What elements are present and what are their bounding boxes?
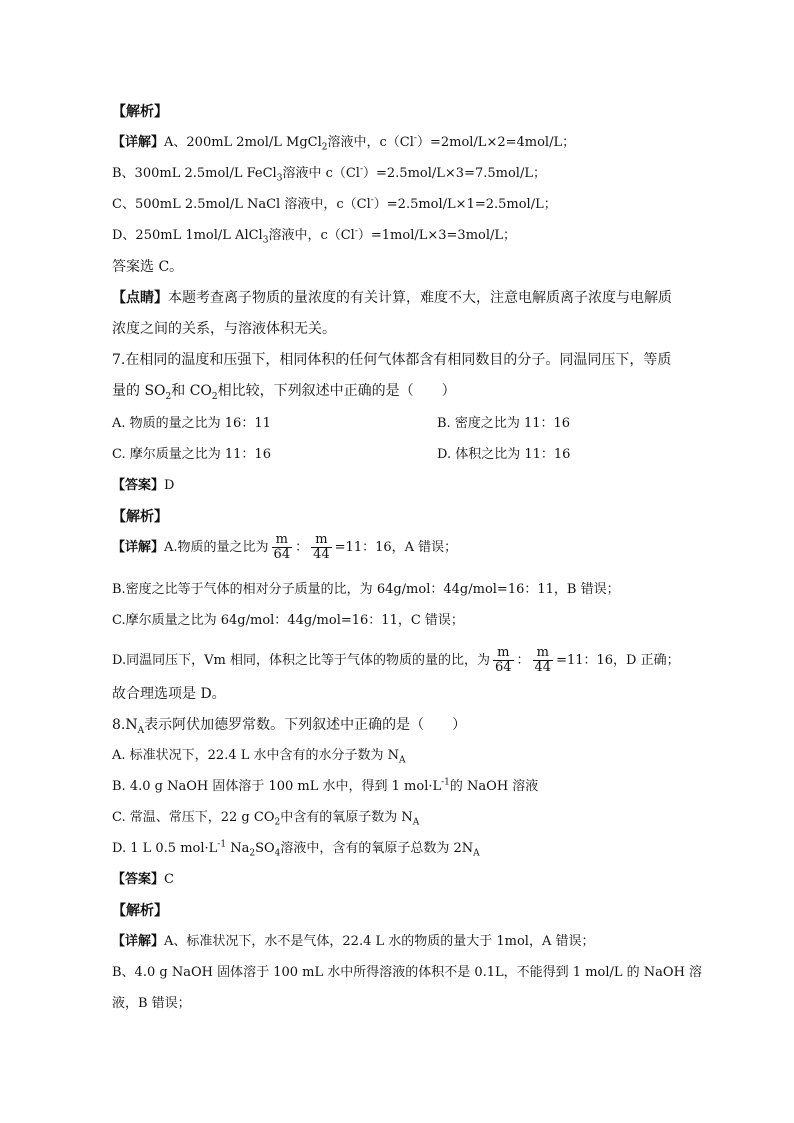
q8-detail-b-line-2: 液，B 错误； xyxy=(112,996,191,1011)
q8-stem: $8.N_A$表示阿伏加德罗常数。下列叙述中正确的是（ ） xyxy=(112,717,467,736)
fraction-m-64: $\frac{m}{64}$ xyxy=(273,532,291,562)
q7-option-a: A. 物质的量之比为 16：11 xyxy=(112,416,271,431)
fraction-m-64: $\frac{m}{64}$ xyxy=(494,645,512,675)
fraction-m-44: $\frac{m}{44}$ xyxy=(534,645,552,675)
q6-detail-d: D、250mL 1mol/L AlCl$_3$溶液中，c（Cl-）=1mol/L×3=3mol/L； xyxy=(112,226,517,246)
q8-option-b: B. 4.0 g NaOH 固体溶于 100 mL 水中，得到 1 $mol\cdot L^{-1}$的 NaOH 溶液 xyxy=(112,777,539,794)
q7-answer: 【答案】D xyxy=(112,478,175,493)
q7-stem-line-2: 量的 $SO_2$和 $CO_2$相比较，下列叙述中正确的是（ ） xyxy=(112,383,456,402)
q7-options-row-2 xyxy=(112,443,692,467)
q6-detail-a: 【详解】A、200mL 2mol/L MgCl$_2$溶液中，c（Cl-）=2mol/L×2=4mol/L； xyxy=(112,133,576,153)
fraction-m-44: $\frac{m}{44}$ xyxy=(313,532,330,562)
q6-detail-b: B、300mL 2.5mol/L FeCl$_3$溶液中 c（Cl-）=2.5mol/L×3=7.5mol/L； xyxy=(112,164,546,184)
q7-option-b: B. 密度之比为 11：16 xyxy=(437,416,571,431)
q7-detail-b: B.密度之比等于气体的相对分子质量的比，为 64g/mol：44g/mol=16：11，B 错误； xyxy=(112,582,620,597)
q7-option-d: D. 体积之比为 11：16 xyxy=(437,447,571,462)
q8-answer: 【答案】C xyxy=(112,872,174,887)
q8-detail-a: 【详解】A、标准状况下，水不是气体，22.4 L 水的物质的量大于 1mol，A 错误； xyxy=(112,934,595,949)
q6-answer-choice: 答案选 C。 xyxy=(112,259,184,275)
q6-point-line-2: 浓度之间的关系，与溶液体积无关。 xyxy=(112,321,336,337)
q7-options-row-1 xyxy=(112,412,692,436)
q8-option-c: C. 常温、常压下，22 g $CO_2$中含有的氧原子数为 $N_A$ xyxy=(112,810,420,828)
q7-option-c: C. 摩尔质量之比为 11：16 xyxy=(112,447,271,462)
q8-option-d: D. 1 L 0.5 $mol\cdot L^{-1}$ $Na_2SO_4$溶液中，含有的氧原子总数为 $2N_A$ xyxy=(112,839,480,859)
q6-point-line-1: 【点睛】本题考查离子物质的量浓度的有关计算，难度不大，注意电解质离子浓度与电解质 xyxy=(112,290,672,306)
q8-option-a: A. 标准状况下，22.4 L 水中含有的水分子数为 $N_A$ xyxy=(112,748,406,766)
q6-analysis-heading: 【解析】 xyxy=(112,104,168,120)
q6-detail-c: C、500mL 2.5mol/L NaCl 溶液中，c（Cl-）=2.5mol/L×1=2.5mol/L； xyxy=(112,195,557,212)
q8-analysis-heading: 【解析】 xyxy=(112,903,168,919)
q7-detail-d: D.同温同压下，Vm 相同，体积之比等于气体的物质的量的比，为 $\frac{m}{64}$ ： $\frac{m}{44}$ =11：16，D 正确； xyxy=(112,645,680,675)
q7-detail-a: 【详解】A.物质的量之比为 $\frac{m}{64}$ ： $\frac{m}{44}$ =11：16，A 错误； xyxy=(112,532,458,562)
q7-analysis-heading: 【解析】 xyxy=(112,509,168,525)
q8-detail-b-line-1: B、4.0 g NaOH 固体溶于 100 mL 水中所得溶液的体积不是 0.1L，不能得到 1 mol/L 的 NaOH 溶 xyxy=(112,965,703,980)
q7-detail-c: C.摩尔质量之比为 64g/mol：44g/mol=16：11，C 错误； xyxy=(112,613,464,628)
q7-conclusion: 故合理选项是 D。 xyxy=(112,686,226,702)
q7-stem-line-1: 7.在相同的温度和压强下，相同体积的任何气体都含有相同数目的分子。同温同压下，等质 xyxy=(112,352,672,368)
